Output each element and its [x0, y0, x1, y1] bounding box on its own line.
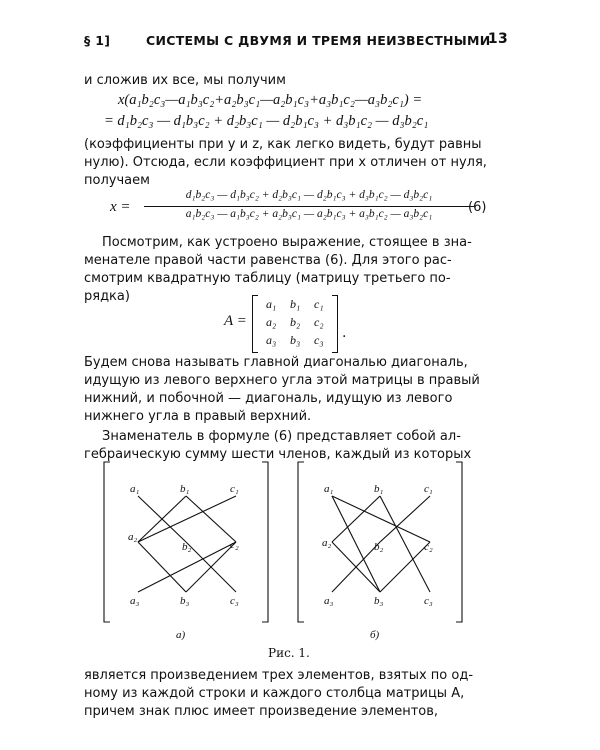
diag-para-line-3: нижний, и побочной — диагональ, идущую из левого	[84, 391, 453, 406]
matrix-para-line-1: Посмотрим, как устроено выражение, стоящее в зна-	[102, 235, 472, 250]
matrix-cell: c₂	[314, 315, 324, 329]
equation-line-2: = d₁b₂c₃ — d₁b₃c₂ + d₂b₃c₁ — d₂b₁c₃ + d₃b₁c₂ — d₃b₂c₁	[104, 113, 429, 129]
diag-para-line-1: Будем снова называть главной диагональю диагональ,	[84, 355, 468, 370]
equation-line-1: x(a₁b₂c₃—a₁b₃c₂+a₂b₃c₁—a₂b₁c₃+a₃b₁c₂—a₃b₂c₁) =	[118, 92, 423, 108]
diag-para-line-4: нижнего угла в правый верхний.	[84, 409, 312, 424]
page-number: 13	[487, 31, 508, 47]
left-matrix-bracket-open	[104, 462, 110, 622]
equation-number: (6)	[468, 200, 487, 215]
matrix-left-bracket	[252, 295, 258, 353]
figure-1-diagrams	[90, 452, 510, 642]
running-title: СИСТЕМЫ С ДВУМЯ И ТРЕМЯ НЕИЗВЕСТНЫМИ	[146, 33, 491, 48]
matrix-cell: b₂	[290, 315, 301, 329]
figure-1	[90, 452, 510, 642]
diag-para-line-2: идущую из левого верхнего угла этой матрицы в правый	[84, 373, 480, 388]
matrix-cell: a₃	[266, 333, 277, 347]
left-node: b₂	[182, 541, 192, 553]
matrix-para-line-4: рядка)	[84, 289, 130, 304]
matrix-cell: a₂	[266, 315, 277, 329]
matrix-cell: a₁	[266, 297, 277, 311]
matrix-cell: c₃	[314, 333, 324, 347]
formula-6	[110, 189, 450, 225]
subfigure-b-label: б)	[370, 629, 380, 641]
right-line	[380, 496, 430, 592]
section-marker: § 1]	[84, 33, 111, 48]
matrix-cell: b₃	[290, 333, 301, 347]
left-line	[186, 496, 236, 542]
right-line	[380, 496, 430, 542]
right-line	[380, 542, 430, 592]
left-node: b₃	[180, 595, 190, 607]
coef-line-2: нулю). Отсюда, если коэффициент при x отличен от нуля,	[84, 155, 487, 170]
formula-numerator: d₁b₂c₃ — d₁b₃c₂ + d₂b₃c₁ — d₂b₁c₃ + d₃b₁c₂ — d₃b₂c₁	[185, 189, 433, 201]
running-header	[84, 31, 508, 51]
right-node: b₃	[374, 595, 384, 607]
right-line	[332, 496, 380, 542]
formula-denominator: a₁b₂c₃ — a₁b₃c₂ + a₂b₃c₁ — a₂b₁c₃ + a₃b₁c₂ — a₃b₂c₁	[185, 208, 433, 220]
right-node: a₁	[324, 483, 334, 495]
final-para-line-2: ному из каждой строки и каждого столбца матрицы A,	[84, 686, 465, 701]
intro-line: и сложив их все, мы получим	[84, 73, 286, 88]
matrix-label: A =	[224, 313, 247, 329]
matrix-para-line-3: смотрим квадратную таблицу (матрицу третьего по-	[84, 271, 451, 286]
right-node: b₂	[374, 541, 384, 553]
final-para-line-1: является произведением трех элементов, взятых по од-	[84, 668, 474, 683]
formula-lhs: x =	[110, 199, 131, 215]
left-line	[138, 496, 236, 542]
right-node: a₂	[322, 537, 332, 549]
matrix-para-line-2: менателе правой части равенства (6). Для этого рас-	[84, 253, 452, 268]
right-line	[332, 496, 380, 592]
matrix-cells	[260, 295, 340, 353]
denom-para-line-1: Знаменатель в формуле (6) представляет собой ал-	[102, 429, 461, 444]
left-node: c₂	[230, 539, 239, 551]
left-line	[138, 542, 186, 592]
right-matrix-bracket-close	[456, 462, 462, 622]
left-node: a₁	[130, 483, 140, 495]
coef-line-3: получаем	[84, 173, 150, 188]
coef-line-1: (коэффициенты при y и z, как легко видеть, будут равны	[84, 137, 482, 152]
fraction-bar	[144, 206, 474, 207]
right-node: c₁	[424, 483, 433, 495]
right-node: c₃	[424, 595, 433, 607]
right-node: c₂	[424, 541, 433, 553]
right-matrix-bracket-open	[298, 462, 304, 622]
left-matrix-bracket-close	[262, 462, 268, 622]
final-para-line-3: причем знак плюс имеет произведение элементов,	[84, 704, 439, 719]
left-node: a₃	[130, 595, 140, 607]
left-node: c₃	[230, 595, 239, 607]
left-node: b₁	[180, 483, 190, 495]
left-node: c₁	[230, 483, 239, 495]
matrix-a	[224, 295, 347, 353]
matrix-period: .	[342, 325, 347, 341]
matrix-cell: c₁	[314, 297, 324, 311]
subfigure-a-label: a)	[176, 629, 186, 641]
denom-para-line-2: гебраическую сумму шести членов, каждый из которых	[84, 447, 472, 462]
figure-caption: Рис. 1.	[268, 646, 310, 660]
right-node: b₁	[374, 483, 384, 495]
right-line	[332, 496, 430, 542]
left-node: a₂	[128, 531, 138, 543]
matrix-cell: b₁	[290, 297, 301, 311]
right-node: a₃	[324, 595, 334, 607]
